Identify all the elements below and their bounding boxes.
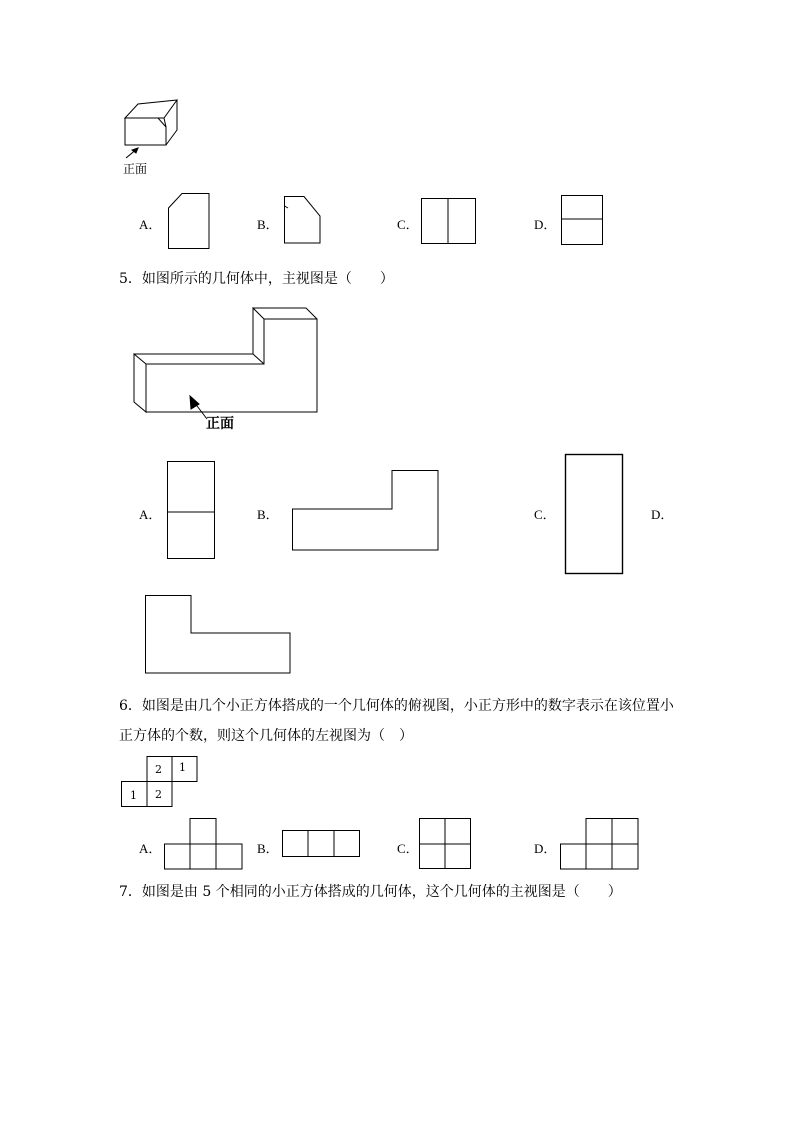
q6-option-b-figure	[282, 830, 362, 858]
q4-option-a-figure	[168, 193, 210, 249]
q5-option-d-label: D．	[651, 507, 674, 522]
q5-option-c-label: C．	[534, 507, 556, 522]
q6-grid-cell-number: 1	[179, 761, 186, 774]
q6-option-b-label: B．	[257, 841, 279, 856]
q5-option-c-figure	[565, 454, 625, 576]
q5-option-a-label: A．	[139, 507, 162, 522]
q6-option-c-figure	[419, 818, 473, 870]
q4-option-b-label: B．	[257, 217, 279, 232]
q6-grid-cell-number: 2	[155, 763, 162, 776]
q6-option-d-label: D．	[534, 841, 557, 856]
q4-option-b-figure	[284, 196, 322, 244]
q4-option-d-label: D．	[534, 217, 557, 232]
q6-question-line-1: 6．如图是由几个小正方体搭成的一个几何体的俯视图，小正方形中的数字表示在该位置小	[119, 698, 674, 714]
q6-question-line-2: 正方体的个数，则这个几何体的左视图为（ ）	[119, 728, 413, 744]
q7-question-text: 7．如图是由 5 个相同的小正方体搭成的几何体，这个几何体的主视图是（ ）	[119, 884, 622, 900]
q6-option-c-label: C．	[397, 841, 419, 856]
q5-option-b-label: B．	[257, 507, 279, 522]
q5-front-label: 正面	[206, 416, 234, 432]
q4-option-d-figure	[561, 195, 604, 246]
q6-option-a-figure	[164, 818, 244, 870]
q6-top-view-grid	[121, 756, 201, 808]
q4-solid-figure	[120, 98, 190, 158]
q5-option-b-figure	[292, 470, 440, 552]
q4-option-a-label: A．	[139, 217, 162, 232]
q4-option-c-label: C．	[397, 217, 419, 232]
q6-option-a-label: A．	[139, 841, 162, 856]
q4-option-c-figure	[421, 198, 477, 244]
q4-front-label: 正面	[123, 162, 148, 176]
q6-option-d-figure	[560, 818, 640, 870]
q5-question-text: 5．如图所示的几何体中，主视图是（ ）	[119, 271, 394, 287]
q5-option-a-figure	[167, 461, 216, 560]
q5-option-d-figure	[145, 595, 293, 675]
q6-grid-cell-number: 1	[130, 789, 137, 802]
q6-grid-cell-number: 2	[155, 788, 162, 801]
